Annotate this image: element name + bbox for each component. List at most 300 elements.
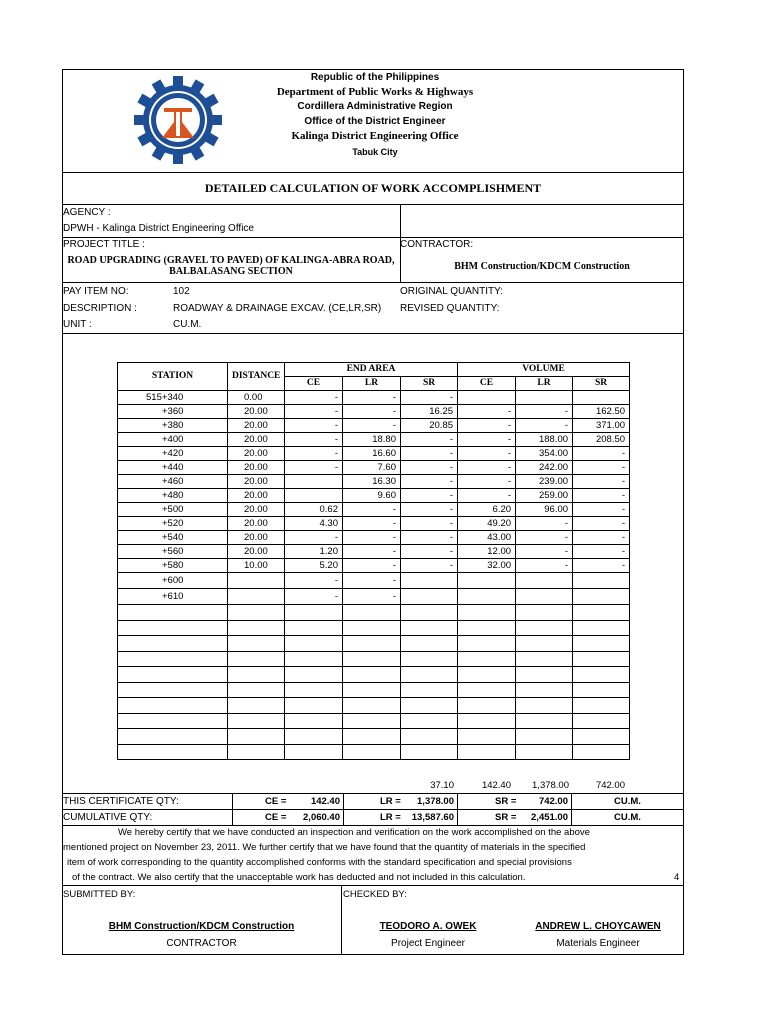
empty-cell xyxy=(573,636,630,652)
end-area-lr-cell: 16.30 xyxy=(343,475,401,489)
empty-cell xyxy=(401,667,458,683)
empty-cell xyxy=(573,620,630,636)
station-cell: +560 xyxy=(118,545,228,559)
volume-sr-cell: 371.00 xyxy=(573,419,630,433)
end-area-ce-cell: - xyxy=(285,391,343,405)
end-area-lr-cell: - xyxy=(343,503,401,517)
empty-cell xyxy=(401,620,458,636)
empty-cell xyxy=(516,744,573,760)
end-area-ce-cell: - xyxy=(285,573,343,589)
empty-cell xyxy=(458,636,516,652)
empty-cell xyxy=(516,667,573,683)
station-cell: +420 xyxy=(118,447,228,461)
table-row xyxy=(118,489,630,503)
empty-cell xyxy=(573,698,630,714)
empty-cell xyxy=(516,729,573,745)
end-area-ce-header: CE xyxy=(285,377,343,391)
end-area-lr-cell: - xyxy=(343,531,401,545)
total-volume-sr: 742.00 xyxy=(595,780,625,791)
empty-cell xyxy=(401,744,458,760)
station-cell: +520 xyxy=(118,517,228,531)
table-row-empty xyxy=(118,636,630,652)
empty-cell xyxy=(343,636,401,652)
empty-cell xyxy=(573,605,630,621)
table-row-empty xyxy=(118,651,630,667)
end-area-lr-cell: - xyxy=(343,573,401,589)
table-row-empty xyxy=(118,605,630,621)
empty-cell xyxy=(343,713,401,729)
header-district-office: Kalinga District Engineering Office xyxy=(291,130,459,142)
this-certificate-ce: 142.40 xyxy=(310,796,340,807)
volume-ce-cell: 32.00 xyxy=(458,559,516,573)
table-row-empty xyxy=(118,744,630,760)
distance-cell: 20.00 xyxy=(228,475,285,489)
volume-ce-cell: - xyxy=(458,461,516,475)
empty-cell xyxy=(228,698,285,714)
empty-cell xyxy=(228,667,285,683)
distance-cell: 20.00 xyxy=(228,433,285,447)
table-row-empty xyxy=(118,620,630,636)
empty-cell xyxy=(458,713,516,729)
station-cell: +540 xyxy=(118,531,228,545)
volume-ce-cell: - xyxy=(458,475,516,489)
empty-cell xyxy=(516,651,573,667)
certification-line-1: We hereby certify that we have conducted an inspection and verification on the work accomplished on the above xyxy=(118,827,590,838)
volume-ce-cell: - xyxy=(458,447,516,461)
empty-cell xyxy=(401,713,458,729)
total-volume-ce: 37.10 xyxy=(430,780,454,791)
empty-cell xyxy=(516,620,573,636)
empty-cell xyxy=(458,667,516,683)
distance-cell: 20.00 xyxy=(228,489,285,503)
empty-cell xyxy=(401,605,458,621)
header-office: Office of the District Engineer xyxy=(304,116,446,127)
empty-cell xyxy=(228,713,285,729)
volume-lr-header: LR xyxy=(516,377,573,391)
table-row-empty xyxy=(118,729,630,745)
submitter-name: BHM Construction/KDCM Construction xyxy=(108,921,295,932)
end-area-lr-cell: 9.60 xyxy=(343,489,401,503)
volume-header: VOLUME xyxy=(458,363,630,377)
distance-cell xyxy=(228,573,285,589)
document-title: DETAILED CALCULATION OF WORK ACCOMPLISHMENT xyxy=(204,181,542,195)
volume-lr-cell: - xyxy=(516,545,573,559)
end-area-sr-cell: - xyxy=(401,433,458,447)
project-title-line1: ROAD UPGRADING (GRAVEL TO PAVED) OF KALINGA-ABRA ROAD, xyxy=(67,255,395,266)
table-row-empty xyxy=(118,713,630,729)
end-area-lr-cell: - xyxy=(343,405,401,419)
volume-lr-cell: 259.00 xyxy=(516,489,573,503)
end-area-ce-cell: 4.30 xyxy=(285,517,343,531)
agency-value: DPWH - Kalinga District Engineering Office xyxy=(63,223,254,234)
end-area-ce-cell: - xyxy=(285,531,343,545)
station-cell: +580 xyxy=(118,559,228,573)
contractor-value: BHM Construction/KDCM Construction xyxy=(454,261,630,272)
empty-cell xyxy=(516,713,573,729)
empty-cell xyxy=(285,605,343,621)
end-area-ce-cell: - xyxy=(285,433,343,447)
volume-sr-cell: - xyxy=(573,475,630,489)
empty-cell xyxy=(228,744,285,760)
revised-quantity-label: REVISED QUANTITY: xyxy=(400,303,500,314)
rule xyxy=(62,885,684,886)
distance-cell: 20.00 xyxy=(228,517,285,531)
end-area-lr-cell: 18.80 xyxy=(343,433,401,447)
volume-lr-cell: 242.00 xyxy=(516,461,573,475)
table-row xyxy=(118,475,630,489)
empty-cell xyxy=(573,713,630,729)
end-area-ce-cell: 5.20 xyxy=(285,559,343,573)
empty-cell xyxy=(118,620,228,636)
table-row xyxy=(118,517,630,531)
empty-cell xyxy=(573,667,630,683)
station-cell: +440 xyxy=(118,461,228,475)
end-area-sr-cell xyxy=(401,573,458,589)
empty-cell xyxy=(285,667,343,683)
volume-lr-cell xyxy=(516,391,573,405)
project-engineer-name: TEODORO A. OWEK xyxy=(379,921,477,932)
empty-cell xyxy=(458,651,516,667)
rule xyxy=(62,237,684,238)
station-cell: 515+340 xyxy=(118,391,228,405)
end-area-sr-cell xyxy=(401,589,458,605)
project-title-label: PROJECT TITLE : xyxy=(63,239,145,250)
empty-cell xyxy=(458,698,516,714)
distance-cell: 20.00 xyxy=(228,405,285,419)
cumulative-label: CUMULATIVE QTY: xyxy=(63,812,153,823)
end-area-ce-cell: - xyxy=(285,419,343,433)
table-row xyxy=(118,405,630,419)
empty-cell xyxy=(118,605,228,621)
end-area-lr-cell: 16.60 xyxy=(343,447,401,461)
end-area-ce-cell xyxy=(285,489,343,503)
volume-sr-cell: - xyxy=(573,559,630,573)
station-cell: +380 xyxy=(118,419,228,433)
page-number: 4 xyxy=(674,872,680,883)
volume-ce-cell: 12.00 xyxy=(458,545,516,559)
header-department: Department of Public Works & Highways xyxy=(276,86,474,98)
distance-cell: 20.00 xyxy=(228,531,285,545)
empty-cell xyxy=(401,729,458,745)
pay-item-label: PAY ITEM NO: xyxy=(63,286,129,297)
total-volume-lr-alt: 142.40 xyxy=(481,780,511,791)
rule xyxy=(62,204,684,205)
end-area-ce-cell: 1.20 xyxy=(285,545,343,559)
empty-cell xyxy=(285,713,343,729)
submitted-by-label: SUBMITTED BY: xyxy=(63,889,136,900)
table-row xyxy=(118,447,630,461)
end-area-lr-header: LR xyxy=(343,377,401,391)
empty-cell xyxy=(228,605,285,621)
volume-sr-cell: - xyxy=(573,531,630,545)
table-row xyxy=(118,461,630,475)
end-area-sr-cell: 16.25 xyxy=(401,405,458,419)
end-area-sr-cell: - xyxy=(401,447,458,461)
empty-cell xyxy=(228,729,285,745)
rule xyxy=(62,793,684,794)
volume-sr-cell: - xyxy=(573,489,630,503)
empty-cell xyxy=(401,651,458,667)
materials-engineer-role: Materials Engineer xyxy=(556,938,640,949)
station-cell: +600 xyxy=(118,573,228,589)
original-quantity-label: ORIGINAL QUANTITY: xyxy=(400,286,503,297)
empty-cell xyxy=(285,744,343,760)
this-certificate-label: THIS CERTIFICATE QTY: xyxy=(63,796,179,807)
rule xyxy=(62,825,684,826)
distance-header: DISTANCE xyxy=(228,363,285,391)
empty-cell xyxy=(343,667,401,683)
header-city: Tabuk City xyxy=(352,147,398,157)
end-area-lr-cell: - xyxy=(343,559,401,573)
empty-cell xyxy=(343,744,401,760)
empty-cell xyxy=(343,620,401,636)
end-area-header: END AREA xyxy=(285,363,458,377)
rule xyxy=(62,282,684,283)
volume-lr-cell: 354.00 xyxy=(516,447,573,461)
end-area-lr-cell: - xyxy=(343,589,401,605)
empty-cell xyxy=(573,744,630,760)
ce-label: CE = xyxy=(265,796,287,807)
volume-lr-cell: - xyxy=(516,531,573,545)
this-certificate-sr: 742.00 xyxy=(538,796,568,807)
empty-cell xyxy=(228,651,285,667)
empty-cell xyxy=(458,729,516,745)
distance-cell xyxy=(228,589,285,605)
certification-line-2: mentioned project on November 23, 2011. We further certify that we have found that the quantity of materials in the specified xyxy=(63,842,586,853)
empty-cell xyxy=(285,636,343,652)
empty-cell xyxy=(118,667,228,683)
calculation-table xyxy=(117,362,630,760)
volume-sr-cell xyxy=(573,573,630,589)
end-area-lr-cell: - xyxy=(343,517,401,531)
lr-label: LR = xyxy=(380,812,401,823)
end-area-ce-cell: - xyxy=(285,405,343,419)
empty-cell xyxy=(228,636,285,652)
empty-cell xyxy=(118,713,228,729)
distance-cell: 20.00 xyxy=(228,419,285,433)
volume-lr-cell: 239.00 xyxy=(516,475,573,489)
end-area-ce-cell: - xyxy=(285,589,343,605)
distance-cell: 10.00 xyxy=(228,559,285,573)
volume-ce-cell: - xyxy=(458,489,516,503)
volume-lr-cell: - xyxy=(516,419,573,433)
volume-sr-cell: - xyxy=(573,517,630,531)
empty-cell xyxy=(516,636,573,652)
end-area-lr-cell: - xyxy=(343,419,401,433)
volume-sr-cell: 162.50 xyxy=(573,405,630,419)
sr-label: SR = xyxy=(495,796,517,807)
table-row xyxy=(118,531,630,545)
end-area-sr-cell: - xyxy=(401,545,458,559)
total-volume-lr: 1,378.00 xyxy=(532,780,569,791)
table-row xyxy=(118,503,630,517)
cumulative-sr: 2,451.00 xyxy=(531,812,568,823)
volume-ce-cell xyxy=(458,391,516,405)
station-cell: +360 xyxy=(118,405,228,419)
empty-cell xyxy=(118,744,228,760)
rule xyxy=(62,172,684,173)
header-region: Cordillera Administrative Region xyxy=(297,101,453,112)
project-engineer-role: Project Engineer xyxy=(391,938,465,949)
distance-cell: 20.00 xyxy=(228,545,285,559)
table-row xyxy=(118,589,630,605)
end-area-sr-header: SR xyxy=(401,377,458,391)
empty-cell xyxy=(118,682,228,698)
volume-sr-cell: - xyxy=(573,461,630,475)
empty-cell xyxy=(516,682,573,698)
agency-label: AGENCY : xyxy=(63,207,111,218)
end-area-lr-cell: - xyxy=(343,545,401,559)
empty-cell xyxy=(573,729,630,745)
volume-lr-cell: - xyxy=(516,405,573,419)
cumulative-unit: CU.M. xyxy=(614,812,641,823)
distance-cell: 0.00 xyxy=(228,391,285,405)
volume-lr-cell: 188.00 xyxy=(516,433,573,447)
cumulative-ce: 2,060.40 xyxy=(303,812,340,823)
empty-cell xyxy=(118,729,228,745)
lr-label: LR = xyxy=(380,796,401,807)
volume-sr-cell: - xyxy=(573,447,630,461)
empty-cell xyxy=(458,620,516,636)
end-area-ce-cell: - xyxy=(285,461,343,475)
empty-cell xyxy=(458,605,516,621)
checked-by-label: CHECKED BY: xyxy=(343,889,407,900)
this-certificate-unit: CU.M. xyxy=(614,796,641,807)
volume-ce-cell xyxy=(458,573,516,589)
table-row-empty xyxy=(118,682,630,698)
table-row xyxy=(118,391,630,405)
sr-label: SR = xyxy=(495,812,517,823)
volume-lr-cell xyxy=(516,573,573,589)
end-area-sr-cell: - xyxy=(401,531,458,545)
rule xyxy=(62,809,684,810)
end-area-sr-cell: - xyxy=(401,475,458,489)
volume-ce-cell xyxy=(458,589,516,605)
table-row xyxy=(118,419,630,433)
volume-lr-cell xyxy=(516,589,573,605)
volume-lr-cell: 96.00 xyxy=(516,503,573,517)
pay-item-value: 102 xyxy=(173,286,190,297)
empty-cell xyxy=(458,744,516,760)
empty-cell xyxy=(285,651,343,667)
certification-line-3: item of work corresponding to the quantity accomplished conforms with the standard specification and special provisions xyxy=(67,857,572,868)
end-area-lr-cell: - xyxy=(343,391,401,405)
station-cell: +400 xyxy=(118,433,228,447)
volume-ce-cell: 49.20 xyxy=(458,517,516,531)
volume-ce-cell: 6.20 xyxy=(458,503,516,517)
empty-cell xyxy=(343,605,401,621)
this-certificate-lr: 1,378.00 xyxy=(417,796,454,807)
volume-ce-cell: - xyxy=(458,405,516,419)
station-cell: +480 xyxy=(118,489,228,503)
station-header: STATION xyxy=(118,363,228,391)
end-area-ce-cell: - xyxy=(285,447,343,461)
volume-lr-cell: - xyxy=(516,517,573,531)
certification-line-4: of the contract. We also certify that the unacceptable work has deducted and not included in this calculation. xyxy=(72,872,526,883)
unit-value: CU.M. xyxy=(173,319,202,330)
column-divider xyxy=(341,885,342,955)
volume-sr-header: SR xyxy=(573,377,630,391)
empty-cell xyxy=(516,605,573,621)
end-area-sr-cell: - xyxy=(401,461,458,475)
station-cell: +610 xyxy=(118,589,228,605)
empty-cell xyxy=(573,651,630,667)
volume-ce-cell: 43.00 xyxy=(458,531,516,545)
header-republic: Republic of the Philippines xyxy=(310,72,440,83)
empty-cell xyxy=(285,729,343,745)
volume-sr-cell: - xyxy=(573,545,630,559)
end-area-sr-cell: - xyxy=(401,517,458,531)
description-label: DESCRIPTION : xyxy=(63,303,137,314)
distance-cell: 20.00 xyxy=(228,503,285,517)
empty-cell xyxy=(343,682,401,698)
empty-cell xyxy=(516,698,573,714)
table-row xyxy=(118,573,630,589)
empty-cell xyxy=(343,698,401,714)
unit-label: UNIT : xyxy=(63,319,92,330)
empty-cell xyxy=(228,682,285,698)
table-row xyxy=(118,559,630,573)
table-row-empty xyxy=(118,698,630,714)
empty-cell xyxy=(285,698,343,714)
end-area-sr-cell: - xyxy=(401,489,458,503)
empty-cell xyxy=(401,636,458,652)
end-area-sr-cell: - xyxy=(401,391,458,405)
end-area-sr-cell: - xyxy=(401,559,458,573)
end-area-ce-cell: 0.62 xyxy=(285,503,343,517)
rule xyxy=(62,333,684,334)
volume-sr-cell xyxy=(573,391,630,405)
empty-cell xyxy=(458,682,516,698)
submitter-role: CONTRACTOR xyxy=(166,938,237,949)
volume-lr-cell: - xyxy=(516,559,573,573)
table-row xyxy=(118,545,630,559)
station-cell: +500 xyxy=(118,503,228,517)
empty-cell xyxy=(285,620,343,636)
description-value: ROADWAY & DRAINAGE EXCAV. (CE,LR,SR) xyxy=(173,303,382,314)
volume-sr-cell: - xyxy=(573,503,630,517)
empty-cell xyxy=(118,698,228,714)
empty-cell xyxy=(118,651,228,667)
empty-cell xyxy=(285,682,343,698)
dpwh-logo xyxy=(134,76,222,164)
distance-cell: 20.00 xyxy=(228,447,285,461)
volume-sr-cell: 208.50 xyxy=(573,433,630,447)
distance-cell: 20.00 xyxy=(228,461,285,475)
project-title-line2: BALBALASANG SECTION xyxy=(169,266,293,277)
end-area-lr-cell: 7.60 xyxy=(343,461,401,475)
end-area-sr-cell: 20.85 xyxy=(401,419,458,433)
empty-cell xyxy=(343,729,401,745)
empty-cell xyxy=(401,682,458,698)
empty-cell xyxy=(573,682,630,698)
empty-cell xyxy=(228,620,285,636)
ce-label: CE = xyxy=(265,812,287,823)
cumulative-lr: 13,587.60 xyxy=(411,812,454,823)
materials-engineer-name: ANDREW L. CHOYCAWEN xyxy=(535,921,661,932)
empty-cell xyxy=(401,698,458,714)
volume-ce-cell: - xyxy=(458,419,516,433)
table-row-empty xyxy=(118,667,630,683)
table-row xyxy=(118,433,630,447)
contractor-label: CONTRACTOR: xyxy=(400,239,474,250)
station-cell: +460 xyxy=(118,475,228,489)
end-area-ce-cell xyxy=(285,475,343,489)
empty-cell xyxy=(343,651,401,667)
end-area-sr-cell: - xyxy=(401,503,458,517)
volume-sr-cell xyxy=(573,589,630,605)
volume-ce-header: CE xyxy=(458,377,516,391)
